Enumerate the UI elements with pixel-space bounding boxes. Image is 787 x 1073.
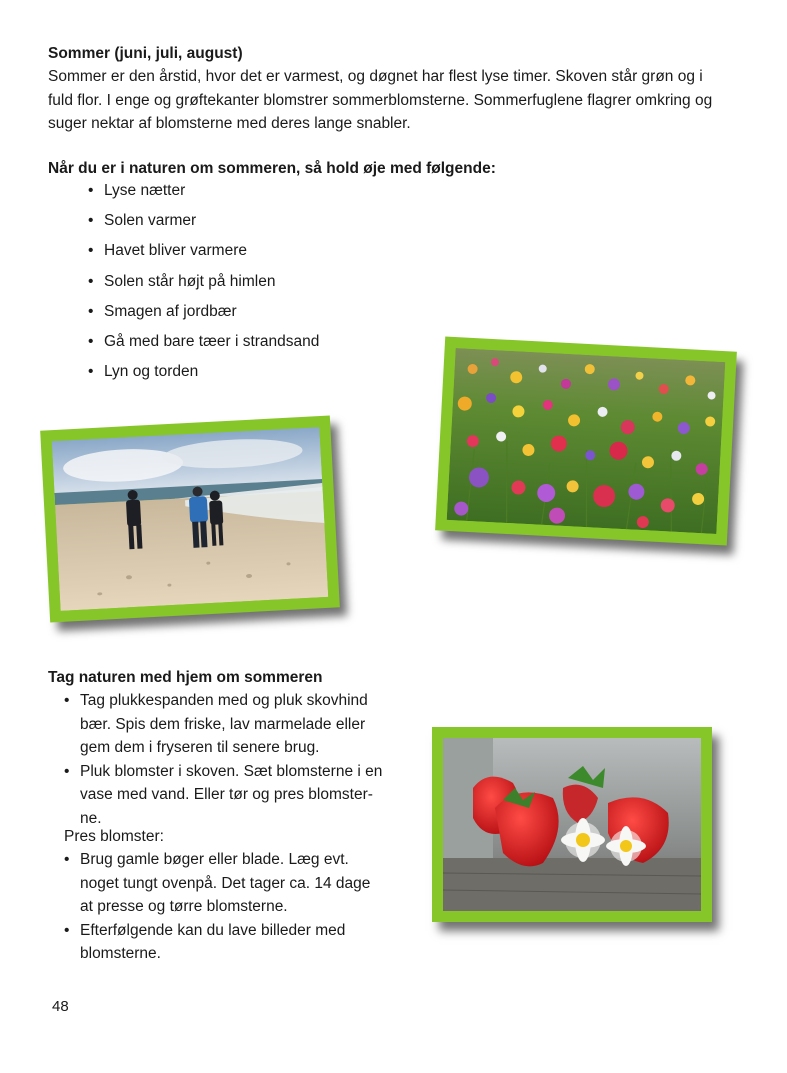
flower-meadow-photo-frame: [435, 336, 737, 545]
beach-photo: [52, 427, 329, 611]
flower-meadow-photo: [447, 348, 726, 534]
list-item: • Efterfølgende kan du lave billeder med blomsterne.: [64, 919, 370, 966]
strawberry-photo: [443, 738, 701, 911]
list-item: • Tag plukkespanden med og pluk skovhind bær. Spis dem friske, lav marmelade eller gem dem i fryseren til senere brug.: [64, 689, 382, 760]
home-heading: Tag naturen med hjem om sommeren: [48, 669, 323, 686]
paragraph-line: Sommer er den årstid, hvor det er varmest, og døgnet har flest lyse timer. Skoven står grøn og i: [48, 68, 703, 85]
home-list: [64, 689, 382, 830]
beach-photo-frame: [40, 416, 340, 623]
summer-paragraph: [48, 65, 748, 136]
press-list: [64, 848, 370, 966]
list-item: • Solen står højt på himlen: [88, 270, 319, 300]
list-item: • Solen varmer: [88, 209, 319, 239]
paragraph-line: suger nektar af blomsterne med deres lange snabler.: [48, 115, 411, 132]
paragraph-line: fuld flor. I enge og grøftekanter blomstrer sommerblomsterne. Sommerfuglene flagrer omkring og: [48, 91, 713, 109]
watch-list: [88, 179, 319, 390]
summer-heading: Sommer (juni, juli, august): [48, 45, 243, 62]
list-item: • Gå med bare tæer i strandsand: [88, 330, 319, 360]
press-subheading: Pres blomster:: [64, 828, 164, 845]
list-item: • Lyn og torden: [88, 360, 319, 390]
list-item: • Brug gamle bøger eller blade. Læg evt. noget tungt ovenpå. Det tager ca. 14 dage at presse og tørre blomsterne.: [64, 848, 370, 919]
page-number: 48: [52, 998, 69, 1015]
strawberry-photo-frame: [432, 727, 712, 922]
list-item: • Lyse nætter: [88, 179, 319, 209]
watch-heading: Når du er i naturen om sommeren, så hold øje med følgende:: [48, 160, 496, 177]
list-item: • Pluk blomster i skoven. Sæt blomsterne i en vase med vand. Eller tør og pres blomster- ne.: [64, 760, 382, 831]
list-item: • Havet bliver varmere: [88, 239, 319, 269]
list-item: • Smagen af jordbær: [88, 300, 319, 330]
